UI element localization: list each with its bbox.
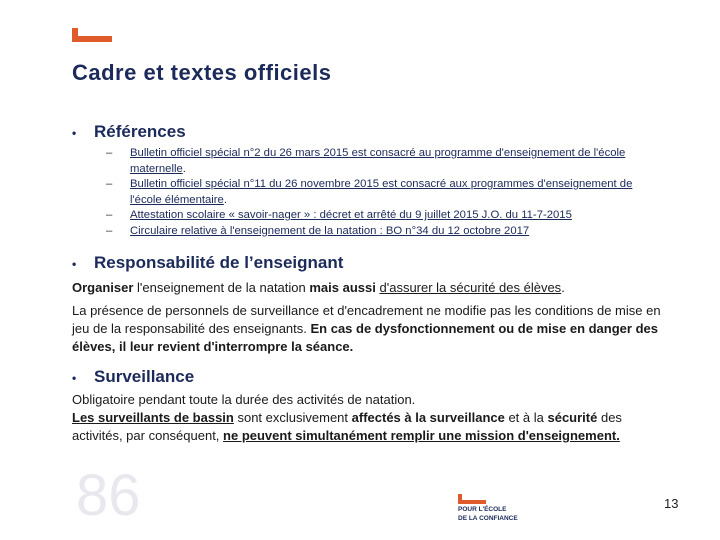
- section-surveillance-heading: • Surveillance: [72, 367, 195, 386]
- bullet-icon: •: [72, 370, 77, 385]
- section-responsabilite-heading: • Responsabilité de l’enseignant: [72, 253, 344, 272]
- section-references-heading: • Références: [72, 122, 186, 141]
- responsabilite-paragraph-2: La présence de personnels de surveillance et d'encadrement ne modifie pas les conditions de mise en jeu de la responsabilité des enseignants. En cas de dysfonctionnement ou de mise en danger des élèves, il leur revient d'interrompre la séance.: [72, 303, 661, 354]
- references-list: [106, 146, 666, 239]
- bullet-icon: •: [72, 125, 77, 140]
- reference-link-bo-2[interactable]: Bulletin officiel spécial n°2 du 26 mars 2015 est consacré au programme d'enseignement de l'école maternelle: [130, 147, 626, 175]
- list-item: – Circulaire relative à l'enseignement de la natation : BO n°34 du 12 octobre 2017: [106, 224, 530, 237]
- reference-link-circulaire[interactable]: Circulaire relative à l'enseignement de la natation : BO n°34 du 12 octobre 2017: [130, 224, 530, 237]
- bullet-icon: •: [72, 256, 77, 271]
- list-item: – Bulletin officiel spécial n°11 du 26 novembre 2015 est consacré aux programmes d'enseignement de l'école élémentaire.: [106, 178, 633, 206]
- surveillance-paragraph-1: Obligatoire pendant toute la durée des activités de natation.: [72, 392, 416, 407]
- reference-link-savoir-nager[interactable]: Attestation scolaire « savoir-nager » : décret et arrêté du 9 juillet 2015 J.O. du 11-7-2015: [130, 209, 572, 221]
- page-title: Cadre et textes officiels: [72, 60, 332, 85]
- ecole-confiance-logo: POUR L'ÉCOLE DE LA CONFIANCE: [458, 494, 554, 528]
- page-number: 13: [664, 496, 679, 511]
- list-item: – Bulletin officiel spécial n°2 du 26 mars 2015 est consacré au programme d'enseignement de l'école maternelle.: [106, 147, 626, 175]
- list-item: – Attestation scolaire « savoir-nager » : décret et arrêté du 9 juillet 2015 J.O. du 11-7-2015: [106, 209, 572, 221]
- watermark-slide-number: 86: [76, 463, 141, 528]
- surveillance-paragraph-2: Les surveillants de bassin sont exclusivement affectés à la surveillance et à la sécurité des activités, par conséquent, ne peuvent simultanément remplir une mission d'enseignement.: [72, 410, 622, 443]
- responsabilite-paragraph-1: Organiser l'enseignement de la natation mais aussi d'assurer la sécurité des élèves.: [72, 280, 565, 295]
- brand-mark-icon: [72, 28, 112, 42]
- reference-link-bo-11[interactable]: Bulletin officiel spécial n°11 du 26 novembre 2015 est consacré aux programmes d'enseignement de l'école élémentaire: [130, 178, 633, 206]
